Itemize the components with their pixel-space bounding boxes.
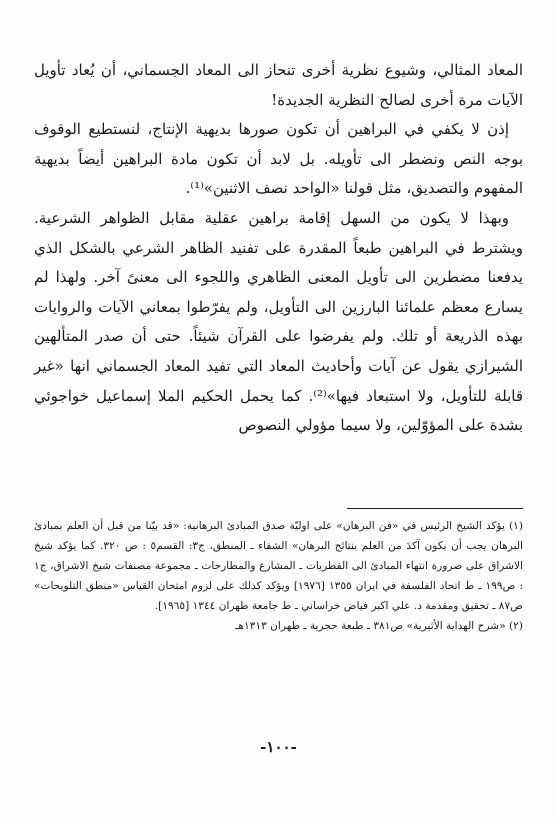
footnotes <box>34 516 523 636</box>
footnote-1: (١) يؤكد الشيخ الرئيس في «فن البرهان» على اوليّة صدق المبادئ البرهانية: «قد بيّنا من قبل أن العلم بمبادئ البرهان يجب أن يكون آكدَ من العلم بنتائج البرهان» الشفاء ـ المنطق، ج٣: القسم٥ : ص ٣٢٠. كما يؤكد شيخ الاشراق على ضرورة انتهاء المبادئ الى الفطريات ـ المشارع والمطارحات ـ مجموعة مصنفات شيخ الاشراق، ج١ : ص١٩٩ ـ ط اتحاد الفلسفة في ايران ١٣٥٥ [١٩٧٦] ويؤكد كذلك على لزوم امتحان القياس «منطق التلويحات» ص٨٧ ـ تحقيق ومقدمة د. علي اكبر فياض خراساني ـ ط جامعة طهران ١٣٤٤ [١٩٦٥]. <box>34 520 524 612</box>
paragraph-2: إذن لا يكفي في البراهين أن تكون صورها بديهية الإنتاج، لنستطيع الوقوف بوجه النص ونضطر الى تأويله. بل لابد أن تكون مادة البراهين أيضاً بديهية المفهوم والتصديق، مثل قولنا «الواحد نصف الاثنين»⁽¹⁾. <box>34 120 523 198</box>
paragraph-1: المعاد المثالي، وشيوع نظرية أخرى تنحاز الى المعاد الجسماني، أن يُعاد تأويل الآيات مرة أخرى لصالح النظرية الجديدة! <box>34 61 523 109</box>
footnote-divider <box>347 508 523 509</box>
page-number: -١٠٠- <box>260 738 297 756</box>
main-text <box>34 56 523 441</box>
footnote-2: (٢) «شرح الهداية الأثيرية» ص٣٨١ ـ طبعة حجرية ـ طهران ١٣١٣هـ <box>235 620 523 632</box>
paragraph-3: وبهذا لا يكون من السهل إقامة براهين عقلية مقابل الظواهر الشرعية. ويشترط في البراهين طبعاً المقدرة على تفنيد الظاهر الشرعي بالشكل الذي يدفعنا مضطرين الى تأويل المعنى الظاهري واللجوء الى معنىً آخر. ولهذا لم يسارع معظم علمائنا البارزين الى التأويل، ولم يفرّطوا بمعاني الآيات والروايات بهذه الذريعة أو تلك. ولم يفرضوا على القرآن شيئاً. حتى أن صدر المتألهين الشيرازي يقول عن آيات وأحاديث المعاد التي تفيد المعاد الجسماني انها «غير قابلة للتأويل، ولا استبعاد فيها»⁽²⁾. كما يحمل الحكيم الملا إسماعيل خواجوئي بشدة على المؤوّلين، ولا سيما مؤولي النصوص <box>34 208 523 435</box>
